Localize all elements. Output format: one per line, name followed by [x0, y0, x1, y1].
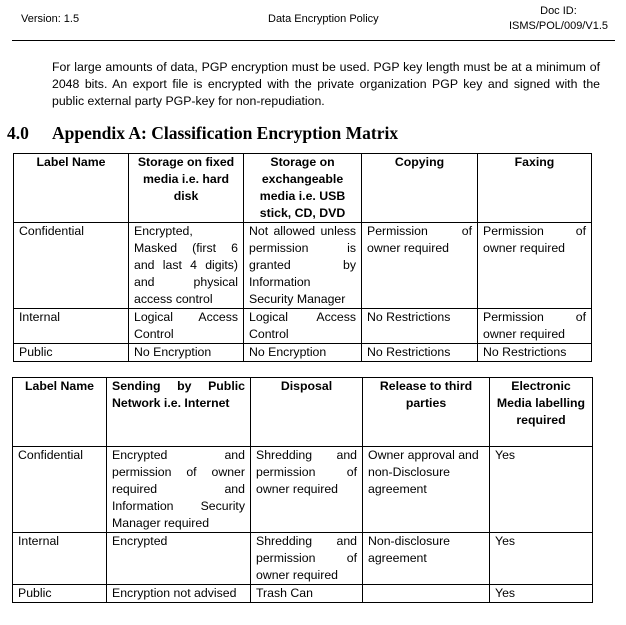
table-cell: Shredding and permission of owner required [251, 447, 363, 533]
column-header: Storage on fixed media i.e. hard disk [129, 154, 244, 223]
document-title: Data Encryption Policy [268, 13, 379, 25]
label-cell: Internal [14, 309, 129, 344]
version-label: Version: 1.5 [21, 13, 80, 25]
label-cell: Confidential [14, 223, 129, 309]
doc-id-label: Doc ID: [540, 5, 577, 17]
table-cell: No Encryption [129, 344, 244, 362]
table-cell: No Restrictions [362, 344, 478, 362]
table-row [13, 447, 593, 533]
table-row [13, 533, 593, 585]
label-cell: Confidential [13, 447, 107, 533]
table-cell: Owner approval and non-Disclosure agreement [363, 447, 490, 533]
table-cell: Yes [490, 447, 593, 533]
column-header: Disposal [251, 378, 363, 447]
page-header [0, 0, 626, 41]
table-row [14, 344, 592, 362]
table-cell: No Restrictions [362, 309, 478, 344]
body-paragraph: For large amounts of data, PGP encryption must be used. PGP key length must be at a minimum of 2048 bits. An export file is encrypted with the private organization PGP key and signed with the public external party PGP-key for non-repudiation. [52, 60, 600, 108]
table-cell: Encrypted, Masked (first 6 and last 4 digits) and physical access control [129, 223, 244, 309]
table-cell: Encrypted and permission of owner required and Information Security Manager required [107, 447, 251, 533]
table-cell: Trash Can [251, 585, 363, 603]
table-header-row [13, 378, 593, 447]
table-row [14, 309, 592, 344]
table-cell: Logical Access Control [129, 309, 244, 344]
table-cell [363, 585, 490, 603]
table-cell: Permission of owner required [362, 223, 478, 309]
doc-id [509, 4, 608, 34]
table-row [14, 223, 592, 309]
table-cell: Shredding and permission of owner required [251, 533, 363, 585]
table-cell: Yes [490, 585, 593, 603]
table-cell: Encryption not advised [107, 585, 251, 603]
column-header: Release to third parties [363, 378, 490, 447]
doc-id-value: ISMS/POL/009/V1.5 [508, 20, 608, 32]
label-cell: Public [13, 585, 107, 603]
table-header-row [14, 154, 592, 223]
table-cell: Permission of owner required [478, 223, 592, 309]
label-cell: Internal [13, 533, 107, 585]
label-cell: Public [14, 344, 129, 362]
classification-matrix-table-2 [12, 377, 593, 603]
column-header: Storage on exchangeable media i.e. USB stick, CD, DVD [244, 154, 362, 223]
section-heading [7, 123, 398, 144]
section-title: Appendix A: Classification Encryption Matrix [52, 123, 399, 143]
table-cell: Permission of owner required [478, 309, 592, 344]
header-divider [12, 40, 615, 41]
table-cell: Not allowed unless permission is granted by Information Security Manager [244, 223, 362, 309]
table-cell: Logical Access Control [244, 309, 362, 344]
column-header: Label Name [14, 154, 129, 223]
column-header: Label Name [13, 378, 107, 447]
classification-matrix-table-1 [13, 153, 592, 362]
table-cell: No Restrictions [478, 344, 592, 362]
table-row [13, 585, 593, 603]
column-header: Sending by Public Network i.e. Internet [107, 378, 251, 447]
column-header: Copying [362, 154, 478, 223]
table-cell: Non-disclosure agreement [363, 533, 490, 585]
table-cell: No Encryption [244, 344, 362, 362]
table-cell: Yes [490, 533, 593, 585]
table-cell: Encrypted [107, 533, 251, 585]
column-header: Electronic Media labelling required [490, 378, 593, 447]
column-header: Faxing [478, 154, 592, 223]
section-number: 4.0 [7, 123, 29, 143]
